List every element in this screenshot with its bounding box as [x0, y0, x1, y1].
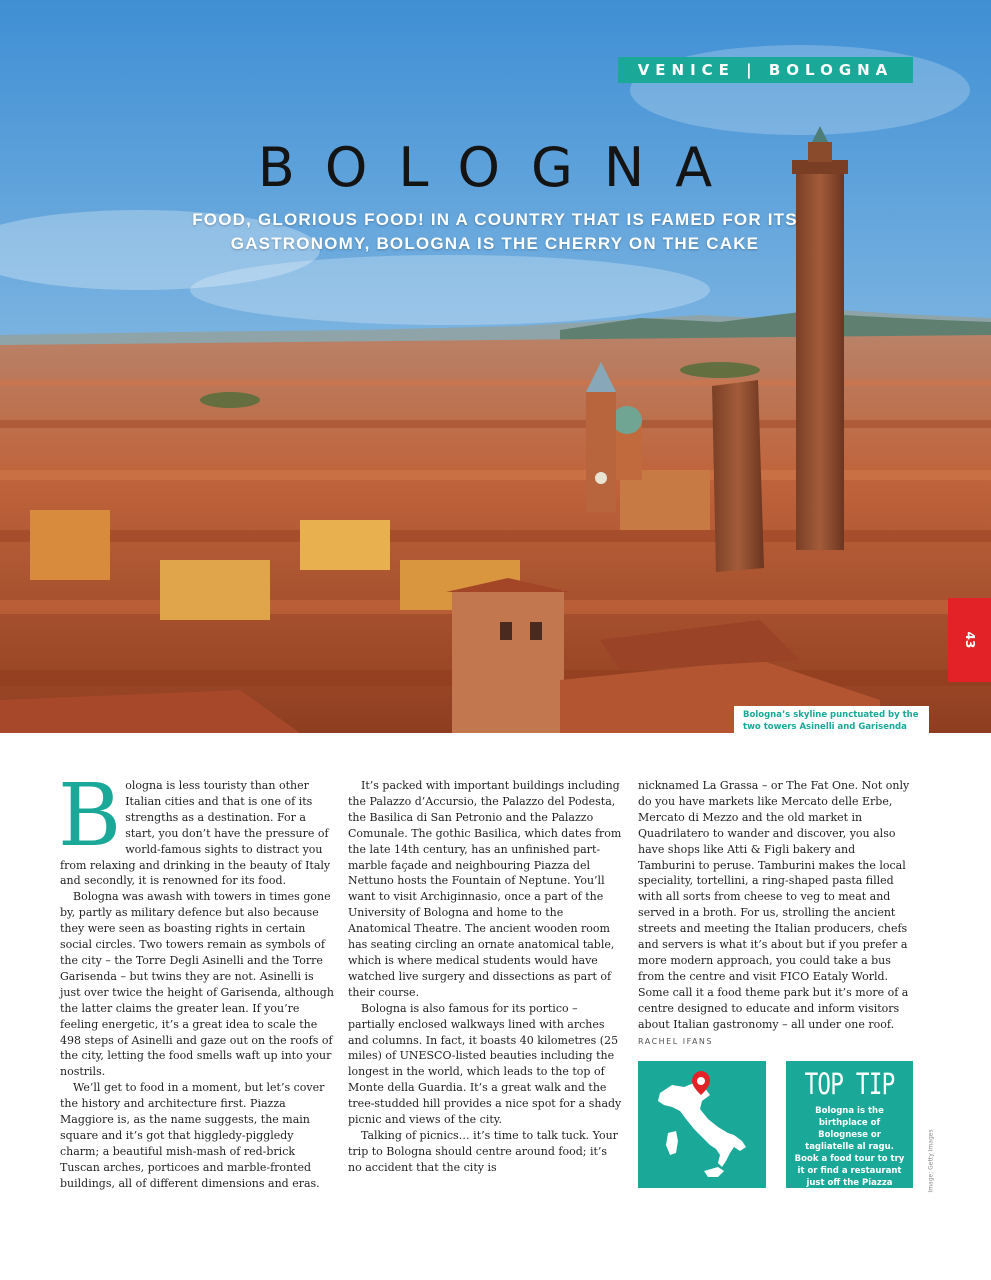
top-tip-title: TOP TIP: [804, 1067, 895, 1101]
article-paragraph: nicknamed La Grassa – or The Fat One. Not only do you have markets like Mercato delle Erbe, Mercato di Mezzo and the old market in Quadrilatero to wander and discover, you also have shops like Atti & Figli bakery and Tamburini to peruse. Tamburini makes the local speciality, tortellini, a ring-shaped pasta filled with all sorts from cheese to veg to meat and served in a broth. For us, strolling the ancient streets and meeting the Italian producers, chefs and servers is what it’s about but if you prefer a more modern approach, you could take a bus from the centre and visit FICO Eataly World. Some call it a food theme park but it’s more of a centre designed to educate and inform visitors about Italian gastronomy – all under one roof. RACHEL IFANS: [638, 779, 910, 1046]
section-tag: VENICE | BOLOGNA: [618, 57, 913, 83]
page-number-tab: [948, 598, 991, 682]
article-paragraph: It’s packed with important buildings including the Palazzo d’Accursio, the Palazzo del Podesta, the Basilica di San Petronio and the Palazzo Comunale. The gothic Basilica, which dates from the late 14th century, has an unfinished part-marble façade and neighbouring Piazza del Nettuno hosts the Fountain of Neptune. You’ll want to visit Archiginnasio, once a part of the University of Bologna and home to the Anatomical Theatre. The ancient wooden room has seating circling an ornate anatomical table, which is where medical students would have watched live surgery and dissections as part of their course.: [348, 779, 622, 999]
article-paragraph: Bologna was awash with towers in times gone by, partly as military defence but also because they were seen as boasting rights in certain social circles. Two towers remain as symbols of the city – the Torre Degli Asinelli and the Torre Garisenda – but twins they are not. Asinelli is just over twice the height of Garisenda, although the latter claims the greater lean. If you’re feeling energetic, it’s a great idea to scale the 498 steps of Asinelli and gaze out on the roofs of the city, letting the food smells waft up into your nostrils.: [60, 890, 334, 1079]
italy-map-box: [638, 1061, 766, 1188]
author-byline: RACHEL IFANS: [638, 1036, 713, 1046]
article-paragraph: Bologna is less touristy than other Italian cities and that is one of its strengths as a destination. For a start, you don’t have the pressure of world-famous sights to distract you from relaxing and drinking in the beauty of Italy and secondly, it is renowned for its food.: [58, 766, 331, 888]
top-tip-text: Bologna is the birthplace of Bolognese or tagliatelle al ragu. Book a food tour to try it or find a restaurant just off the Piazza Maggiore.: [794, 1106, 905, 1200]
article-column-3: [638, 778, 914, 1049]
italy-map-icon: [638, 1061, 766, 1188]
article-paragraph: Bologna is also famous for its portico – partially enclosed walkways lined with arches and columns. In fact, it boasts 40 kilometres (25 miles) of UNESCO-listed beauties including the longest in the world, which leads to the top of Monte della Guardia. It’s a great walk and the tree-studded hill provides a nice spot for a shady picnic and views of the city.: [348, 1001, 622, 1127]
article-paragraph: Talking of picnics… it’s time to talk tuck. Your trip to Bologna should centre around food; it’s no accident that the city is: [348, 1128, 618, 1174]
image-credit: Image: Getty Images: [927, 1129, 935, 1193]
page-title: BOLOGNA: [257, 136, 744, 199]
page-subtitle: FOOD, GLORIOUS FOOD! IN A COUNTRY THAT IS FAMED FOR ITS GASTRONOMY, BOLOGNA IS THE CHERRY ON THE CAKE: [192, 210, 798, 253]
page-number: 43: [962, 631, 977, 649]
drop-cap: B: [58, 766, 122, 866]
top-tip-box: [786, 1061, 913, 1200]
article-column-1: [58, 766, 336, 1192]
photo-caption: Bologna’s skyline punctuated by the two towers Asinelli and Garisenda: [734, 706, 929, 733]
article-column-2: [348, 778, 624, 1176]
article-paragraph: We’ll get to food in a moment, but let’s cover the history and architecture first. Piazza Maggiore is, as the name suggests, the main square and it’s got that higgledy-piggledy charm; a beautiful mish-mash of red-brick Tuscan arches, porticoes and marble-fronted buildings, all of different dimensions and eras.: [60, 1081, 325, 1190]
